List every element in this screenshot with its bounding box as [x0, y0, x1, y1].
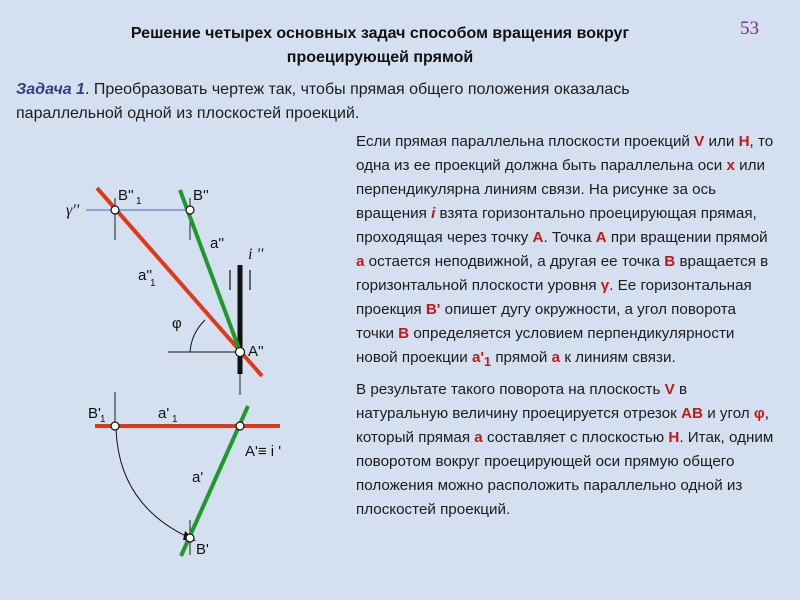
label-a-top: a' — [192, 469, 204, 486]
explanation-p1-segment: γ — [600, 277, 610, 294]
explanation-p1-segment: определяется условием перпендикулярности новой проекции — [356, 325, 735, 366]
line-a-front — [180, 190, 241, 354]
label-b1-front: B'' — [118, 187, 134, 204]
explanation-p1-segment: B — [398, 325, 410, 342]
label-a1-front-sub: 1 — [150, 278, 156, 289]
explanation-p1-segment: V — [694, 133, 705, 150]
explanation-p1-segment: a' — [471, 349, 485, 366]
explanation-p2-segment: , который прямая — [356, 405, 769, 447]
label-b1-front-sub: 1 — [136, 196, 142, 207]
explanation-p1-segment: Если прямая параллельна плоскости проекций — [356, 133, 695, 150]
explanation-p1-segment: a — [551, 349, 561, 366]
explanation-p1-segment: . Точка — [543, 229, 596, 246]
label-a1-front: a'' — [138, 267, 153, 284]
explanation-p2-segment: a — [474, 429, 483, 447]
page-number: 53 — [740, 18, 759, 39]
rotation-arc — [116, 427, 190, 538]
point-a-top — [236, 422, 244, 430]
explanation-p1-segment: вращается в горизонтальной плоскости уровня — [356, 253, 769, 294]
explanation-p1-segment: или — [704, 133, 739, 150]
explanation-p2-segment: составляет с плоскостью — [482, 429, 669, 447]
phi-angle-arc — [190, 320, 205, 352]
title-line-1: Решение четырех основных задач способом вращения вокруг — [130, 25, 630, 42]
explanation-p2-segment: H — [668, 429, 680, 447]
explanation-p1-segment: B — [664, 253, 676, 270]
explanation-p2-segment: V — [664, 381, 675, 399]
explanation-p2-segment: . Итак, одним поворотом вокруг проецирующей оси прямую общего положения можно расположить параллельно одной из плоскостей проекций. — [356, 429, 774, 519]
explanation-p1-segment: остается неподвижной, а другая ее точка — [364, 253, 665, 270]
task-text-line-1: . Преобразовать чертеж так, чтобы прямая общего положения оказалась — [84, 81, 630, 98]
label-i-front: i '' — [248, 246, 264, 263]
explanation-p1-segment: к линиям связи. — [560, 349, 676, 366]
point-b1-front — [111, 206, 119, 214]
explanation-p2-segment: φ — [753, 405, 765, 423]
label-b-point-top: B' — [196, 541, 209, 558]
explanation-p1-segment: A — [532, 229, 544, 246]
explanation-p2-segment: и угол — [702, 405, 754, 423]
explanation-p1-segment: i — [431, 205, 436, 222]
explanation-p1-segment: , то одна из ее проекций должна быть параллельна оси — [356, 133, 774, 174]
label-b1-top-sub: 1 — [100, 414, 106, 425]
label-phi: φ — [172, 315, 182, 332]
task-label: Задача 1 — [16, 81, 85, 98]
label-a1-top-sub: 1 — [172, 414, 178, 425]
explanation-p1-segment: прямой — [491, 349, 552, 366]
title-line-2: проецирующей прямой — [286, 49, 474, 66]
explanation-p1-segment: взята горизонтально проецирующая прямая, проходящая через точку — [356, 205, 757, 246]
point-a-front — [236, 348, 245, 357]
label-a-front: a'' — [210, 235, 225, 252]
explanation-p1-segment: . Ее горизонтальная проекция — [356, 277, 752, 318]
explanation-p2-segment: в натуральную величину проецируется отрезок — [356, 381, 688, 423]
task-text-line-2: параллельной одной из плоскостей проекций. — [16, 105, 360, 122]
label-a-point-front: A'' — [248, 343, 264, 360]
explanation-p2-segment: AB — [681, 405, 703, 423]
explanation-p1-segment: опишет дугу окружности, а угол поворота точки — [356, 301, 736, 342]
label-b1-top: B' — [88, 405, 101, 422]
explanation-p2-segment: В результате такого поворота на плоскость — [356, 381, 665, 399]
point-b1-top — [111, 422, 119, 430]
explanation-p1-segment: H — [738, 133, 750, 150]
label-gamma-front: γ'' — [66, 202, 80, 219]
explanation-p1-segment: A — [595, 229, 607, 246]
label-a-point-top: A'≡ i ' — [245, 443, 282, 460]
point-b-front — [186, 206, 194, 214]
explanation-p1-segment: a — [356, 253, 365, 270]
point-b-top — [186, 534, 194, 542]
explanation-p1-segment: x — [726, 157, 735, 174]
explanation-p1-segment: B' — [425, 301, 441, 318]
label-a1-top: a' — [158, 405, 170, 422]
label-b-front: B'' — [193, 187, 209, 204]
explanation-p1-segment: при вращении прямой — [606, 229, 768, 246]
explanation-p1-segment: или перпендикулярна линиям связи. На рисунке за ось вращения — [356, 157, 765, 222]
explanation-p1-segment: 1 — [484, 355, 492, 370]
